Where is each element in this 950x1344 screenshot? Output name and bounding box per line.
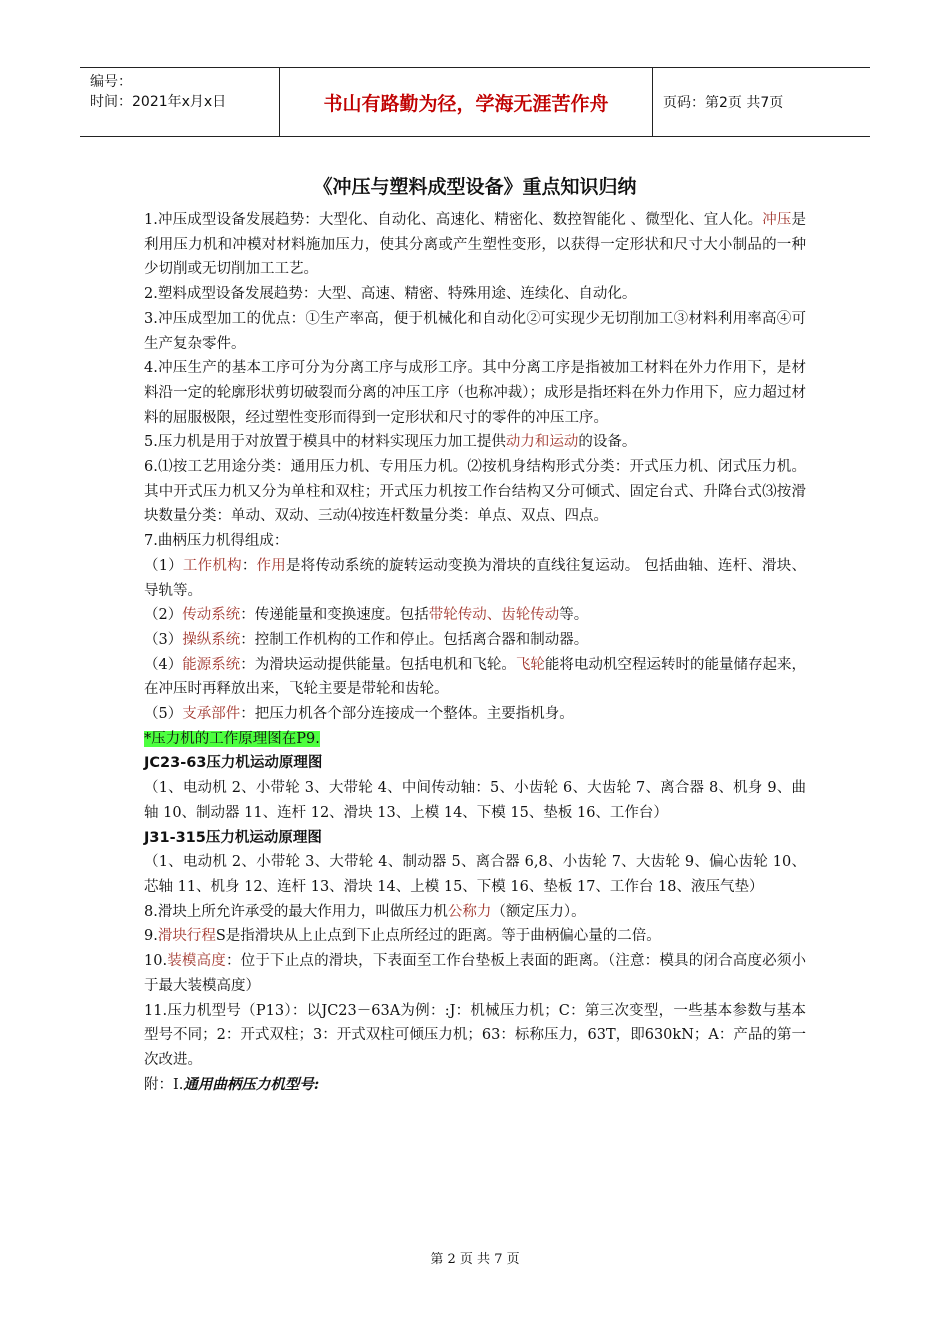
text: 5.压力机是用于对放置于模具中的材料实现压力加工提供 [144,434,506,451]
keyword: 带轮传动、齿轮传动 [428,607,560,624]
text: 是利用压力机和冲模对材料施加压力，使其分离或产生塑性变形，以获得一定形状和尺寸大小制品的一种少切削或无切削加工工艺。 [144,212,806,278]
text: （1） [144,557,183,574]
header-motto: 书山有路勤为径，学海无涯苦作舟 [280,68,653,136]
keyword: 能源系统 [182,656,241,673]
page-footer: 第 2 页 共 7 页 [430,1252,520,1267]
component-2 [144,603,806,628]
keyword: 作用 [256,557,286,574]
text: ：把压力机各个部分连接成一个整体。主要指机身。 [240,706,574,723]
keyword: 装模高度 [167,953,226,970]
keyword: 动力和运动 [505,434,579,451]
text: 1.冲压成型设备发展趋势：大型化、自动化、高速化、精密化、数控智能化 、微型化、宜人化。 [144,212,763,228]
document-title: 《冲压与塑料成型设备》重点知识归纳 [313,176,637,198]
text: 是将传动系统的旋转运动变换为滑块的直线往复运动。 包括曲轴、连杆、滑块、导轨等。 [144,557,807,599]
paragraph-1 [144,208,806,282]
text: 等。 [559,607,589,624]
keyword: 传动系统 [182,607,241,624]
time-label: 时间：2021年x月x日 [90,94,227,110]
text: 8.滑块上所允许承受的最大作用力，叫做压力机 [144,903,448,920]
number-label: 编号： [90,74,132,90]
text: （5） [144,706,183,723]
page-header [80,67,870,137]
text: 的设备。 [578,434,637,451]
component-4 [144,653,806,702]
text: （2） [144,607,183,624]
paragraph-5 [144,430,806,455]
text: （4） [144,656,183,673]
paragraph-2: 2.塑料成型设备发展趋势：大型、高速、精密、特殊用途、连续化、自动化。 [144,286,637,303]
keyword: 工作机构 [182,557,242,574]
text: S是指滑块从上止点到下止点所经过的距离。等于曲柄偏心量的二倍。 [215,928,661,945]
component-5 [144,702,806,727]
component-1 [144,554,806,603]
keyword: 支承部件 [182,706,241,723]
appendix-heading: 通用曲柄压力机型号: [183,1075,320,1093]
jc23-parts: （1、电动机 2、小带轮 3、大带轮 4、中间传动轴：5、小齿轮 6、大齿轮 7、离合器 8、机身 9、曲轴 10、制动器 11、连杆 12、滑块 13、上模 14、下模 15、垫板 16、工作台） [144,780,806,821]
document-body [144,208,806,1097]
paragraph-8 [144,900,806,925]
text: （额定压力）。 [491,903,586,920]
j31-heading: J31-315压力机运动原理图 [144,829,322,846]
text: ： [241,557,257,574]
keyword: 滑块行程 [157,928,216,945]
component-3 [144,628,806,653]
j31-parts: （1、电动机 2、小带轮 3、大带轮 4、制动器 5、离合器 6,8、小齿轮 7、大齿轮 9、偏心齿轮 10、芯轴 11、机身 12、连杆 13、滑块 14、上模 15、下模 16、垫板 17、工作台 18、液压气垫） [144,854,806,895]
appendix [144,1073,806,1098]
header-meta [80,68,280,136]
paragraph-3: 3.冲压成型加工的优点：①生产率高，便于机械化和自动化②可实现少无切削加工③材料利用率高④可生产复杂零件。 [144,310,806,352]
paragraph-10 [144,949,806,998]
paragraph-11: 11.压力机型号（P13）：以JC23－63A为例：:J：机械压力机；C：第三次变型，一些基本参数与基本型号不同；2：开式双柱；3：开式双柱可倾压力机；63：标称压力，63T，即630kN；A：产品的第一次改进。 [144,1002,806,1068]
keyword: 冲压 [762,212,792,228]
highlighted-text: *压力机的工作原理图在P9. [144,730,320,747]
paragraph-7: 7.曲柄压力机得组成： [144,533,289,550]
text: ：位于下止点的滑块，下表面至工作台垫板上表面的距离。（注意：模具的闭合高度必须小于最大装模高度） [144,953,807,994]
keyword: 飞轮 [515,656,545,673]
header-page-info: 页码：第2页 共7页 [663,95,784,111]
text: 能将电动机空程运转时的能量储存起来，在冲压时再释放出来，飞轮主要是带轮和齿轮。 [144,656,807,698]
highlight-note [144,727,806,752]
text: ：为滑块运动提供能量。包括电机和飞轮。 [240,656,516,673]
keyword: 公称力 [447,903,492,920]
paragraph-4: 4.冲压生产的基本工序可分为分离工序与成形工序。其中分离工序是指被加工材料在外力作用下，是材料沿一定的轮廓形状剪切破裂而分离的冲压工序（也称冲裁）；成形是指坯料在外力作用下，应力超过材料的屈服极限，经过塑性变形而得到一定形状和尺寸的零件的冲压工序。 [144,360,806,426]
text: 附：Ⅰ. [144,1076,184,1093]
text: （3） [144,631,183,648]
text: ：控制工作机构的工作和停止。包括离合器和制动器。 [240,631,589,648]
text: 10. [144,953,168,970]
jc23-heading: JC23-63压力机运动原理图 [144,755,323,772]
paragraph-9 [144,924,806,949]
paragraph-6: 6.⑴按工艺用途分类：通用压力机、专用压力机。⑵按机身结构形式分类：开式压力机、闭式压力机。其中开式压力机又分为单柱和双柱；开式压力机按工作台结构又分可倾式、固定台式、升降台式⑶按滑块数量分类：单动、双动、三动⑷按连杆数量分类：单点、双点、四点。 [144,459,806,525]
text: 9. [144,928,158,945]
text: ：传递能量和变换速度。包括 [240,607,429,624]
keyword: 操纵系统 [182,631,241,648]
